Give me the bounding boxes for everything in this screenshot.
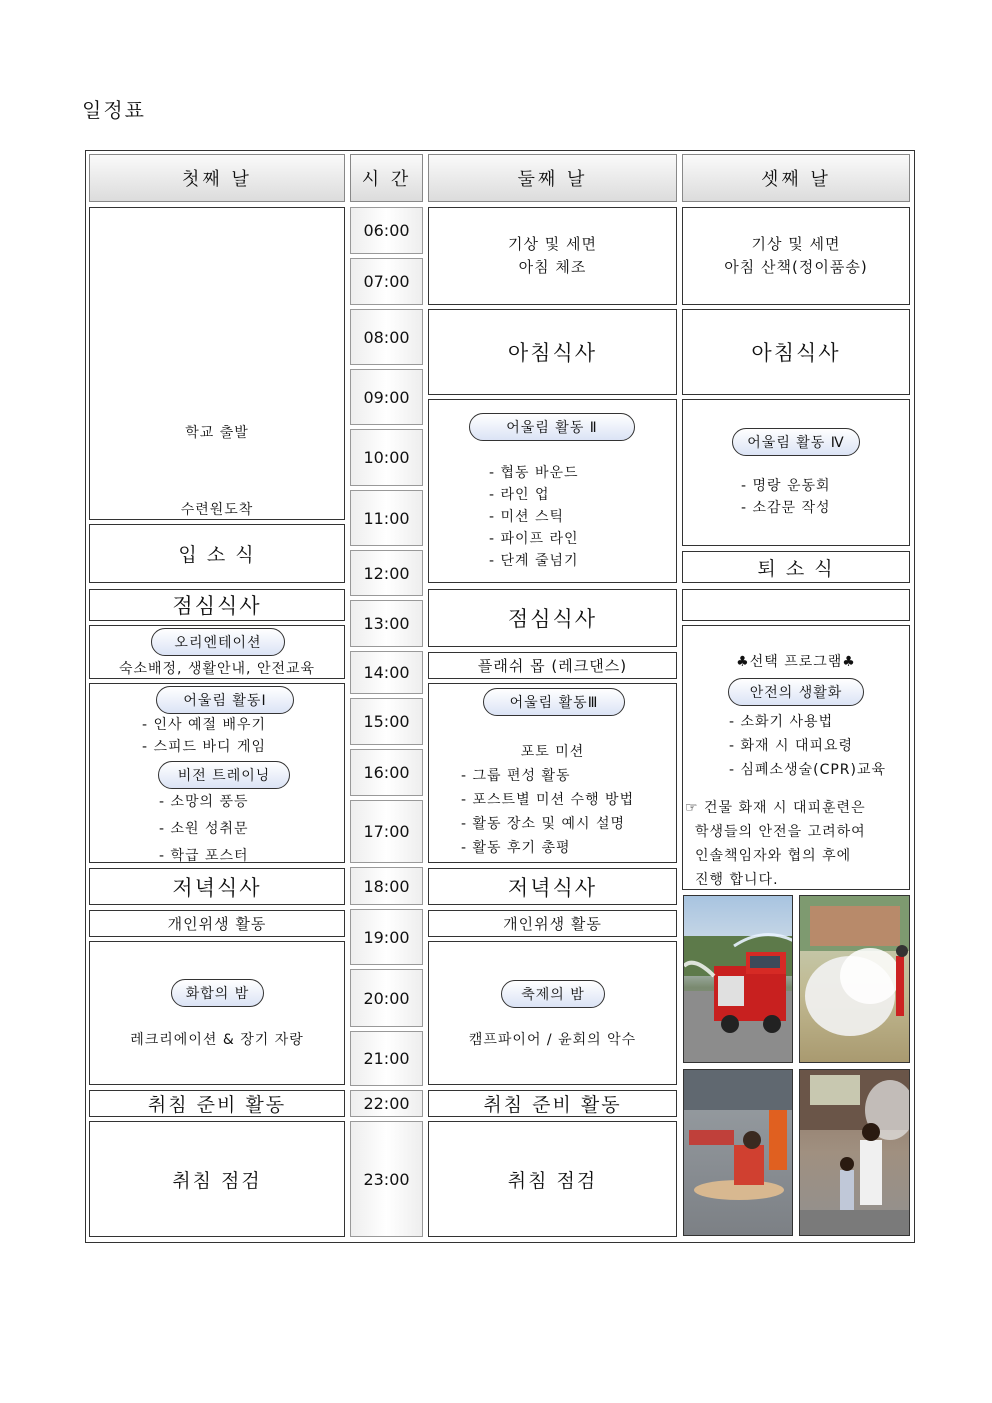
optional-title: ♣선택 프로그램♣ <box>736 654 856 670</box>
day3-breakfast-box <box>682 309 910 395</box>
activity2-pill: 어울림 활동 Ⅱ <box>469 413 635 441</box>
day1-bed-check-box <box>89 1121 345 1237</box>
list-item: - 학급 포스터 <box>159 848 249 864</box>
time-cell: 15:00 <box>350 698 423 745</box>
time-cell: 11:00 <box>350 490 423 546</box>
safety-list <box>729 710 886 782</box>
night-pill: 화합의 밤 <box>171 979 264 1007</box>
time-cell: 23:00 <box>350 1121 423 1237</box>
list-item: - 스피드 바디 게임 <box>142 739 267 755</box>
day2-activity3-box <box>428 683 677 863</box>
day3-activity4-box <box>682 399 910 546</box>
time-cell: 09:00 <box>350 369 423 425</box>
header-day3: 셋째 날 <box>682 154 910 202</box>
orientation-pill: 오리엔테이션 <box>151 628 285 656</box>
list-item: - 심폐소생술(CPR)교육 <box>729 762 887 778</box>
time-cell: 19:00 <box>350 909 423 965</box>
day3-wake-box <box>682 207 910 305</box>
day3-empty-box <box>682 589 910 621</box>
list-item: - 소감문 작성 <box>741 500 831 516</box>
activity4-pill: 어울림 활동 Ⅳ <box>732 428 860 456</box>
evacuation-icon <box>800 1070 910 1236</box>
dinner-text: 저녁식사 <box>507 875 598 900</box>
wake-line: 기상 및 세면 <box>751 235 841 253</box>
activity1-list <box>142 714 266 758</box>
day2-lunch-box <box>428 589 677 647</box>
day2-flashmob-box <box>428 652 677 679</box>
time-cell: 17:00 <box>350 800 423 863</box>
list-item: - 소화기 사용법 <box>729 714 834 730</box>
hygiene-text: 개인위생 활동 <box>167 915 267 933</box>
safety-note <box>685 796 866 892</box>
list-item: - 활동 후기 총평 <box>461 840 571 856</box>
time-cell: 13:00 <box>350 600 423 647</box>
day1-dinner-box <box>89 868 345 905</box>
wake-line: 기상 및 세면 <box>508 235 597 253</box>
note-line: 진행 합니다. <box>695 872 779 888</box>
cpr-icon <box>684 1070 793 1236</box>
lunch-text: 점심식사 <box>507 607 598 631</box>
list-item: - 미션 스틱 <box>489 509 565 525</box>
extinguisher-photo <box>799 895 910 1063</box>
vision-pill: 비전 트레이닝 <box>158 761 290 789</box>
time-cell: 16:00 <box>350 749 423 796</box>
bed-prep-text: 취침 준비 활동 <box>147 1094 287 1116</box>
day1-departure-box <box>89 207 345 520</box>
time-cell: 06:00 <box>350 207 423 254</box>
day1-lunch-box <box>89 589 345 621</box>
orientation-desc: 숙소배정, 생활안내, 안전교육 <box>118 661 316 677</box>
night-pill: 축제의 밤 <box>501 980 605 1008</box>
safety-pill: 안전의 생활화 <box>728 678 864 706</box>
flashmob-text: 플래쉬 몹 (레크댄스) <box>477 657 628 675</box>
time-cell: 10:00 <box>350 429 423 486</box>
dinner-text: 저녁식사 <box>172 875 262 900</box>
list-item: - 소원 성취문 <box>159 821 249 837</box>
hygiene-text: 개인위생 활동 <box>503 915 602 933</box>
activity4-list <box>741 475 831 519</box>
time-cell: 22:00 <box>350 1090 423 1117</box>
list-item: - 화재 시 대피요령 <box>729 738 854 754</box>
list-item: - 명랑 운동회 <box>741 478 831 494</box>
cpr-photo <box>683 1069 793 1236</box>
list-item: - 그룹 편성 활동 <box>461 768 571 784</box>
list-item: - 파이프 라인 <box>489 531 579 547</box>
time-cell: 14:00 <box>350 651 423 694</box>
note-line: ☞ 건물 화재 시 대피훈련은 <box>685 800 866 816</box>
day1-orientation-box <box>89 625 345 679</box>
bed-check-text: 취침 점검 <box>507 1169 598 1192</box>
note-line: 학생들의 안전을 고려하여 <box>695 824 866 840</box>
vision-list <box>159 789 249 870</box>
day3-optional-box <box>682 625 910 890</box>
header-time: 시 간 <box>350 154 423 202</box>
time-cell: 07:00 <box>350 258 423 305</box>
list-item: - 활동 장소 및 예시 설명 <box>461 816 626 832</box>
list-item: - 라인 업 <box>489 487 550 503</box>
fire-truck-icon <box>684 896 793 1063</box>
day3-closing-box <box>682 551 910 583</box>
day2-bed-check-box <box>428 1121 677 1237</box>
day2-night-box <box>428 941 677 1085</box>
day2-dinner-box <box>428 868 677 905</box>
header-day2: 둘째 날 <box>428 154 677 202</box>
activity1-pill: 어울림 활동Ⅰ <box>156 686 294 714</box>
list-item: - 소망의 풍등 <box>159 794 249 810</box>
list-item: - 포스트별 미션 수행 방법 <box>461 792 635 808</box>
depart-text: 학교 출발 <box>185 425 249 441</box>
fire-truck-photo <box>683 895 793 1063</box>
page-title: 일정표 <box>82 98 146 122</box>
closing-text: 퇴 소 식 <box>757 557 835 580</box>
list-item: - 인사 예절 배우기 <box>142 717 267 733</box>
time-cell: 21:00 <box>350 1031 423 1086</box>
time-cell: 20:00 <box>350 969 423 1027</box>
extinguisher-icon <box>800 896 910 1063</box>
wake-line: 아침 산책(정이품송) <box>724 258 868 276</box>
night-desc: 캠프파이어 / 윤회의 악수 <box>468 1032 637 1048</box>
evacuation-photo <box>799 1069 910 1236</box>
wake-line: 아침 체조 <box>518 258 587 276</box>
day2-breakfast-box <box>428 309 677 395</box>
list-item: - 단계 줄넘기 <box>489 553 579 569</box>
activity3-pill: 어울림 활동Ⅲ <box>483 688 625 716</box>
entrance-text: 입 소 식 <box>178 544 256 566</box>
day1-hygiene-box <box>89 910 345 937</box>
list-item: - 협동 바운드 <box>489 465 579 481</box>
breakfast-text: 아침식사 <box>751 341 841 365</box>
arrive-text: 수련원도착 <box>180 502 254 518</box>
activity3-subtitle: 포토 미션 <box>520 744 585 760</box>
time-cell: 08:00 <box>350 309 423 365</box>
time-cell: 18:00 <box>350 867 423 905</box>
night-desc: 레크리에이션 & 장기 자랑 <box>130 1032 304 1048</box>
day1-bed-prep-box <box>89 1090 345 1117</box>
bed-check-text: 취침 점검 <box>172 1169 262 1192</box>
day2-bed-prep-box <box>428 1090 677 1117</box>
day1-entrance-box <box>89 524 345 583</box>
day2-wake-box <box>428 207 677 305</box>
day1-night-box <box>89 941 345 1085</box>
bed-prep-text: 취침 준비 활동 <box>483 1094 622 1116</box>
breakfast-text: 아침식사 <box>507 341 598 365</box>
note-line: 인솔책임자와 협의 후에 <box>695 848 852 864</box>
day2-hygiene-box <box>428 910 677 937</box>
activity3-list <box>461 764 634 860</box>
activity2-list <box>489 462 579 572</box>
header-day1: 첫째 날 <box>89 154 345 202</box>
lunch-text: 점심식사 <box>172 594 262 618</box>
day1-activity-box <box>89 683 345 863</box>
time-cell: 12:00 <box>350 550 423 596</box>
day2-activity2-box <box>428 399 677 583</box>
